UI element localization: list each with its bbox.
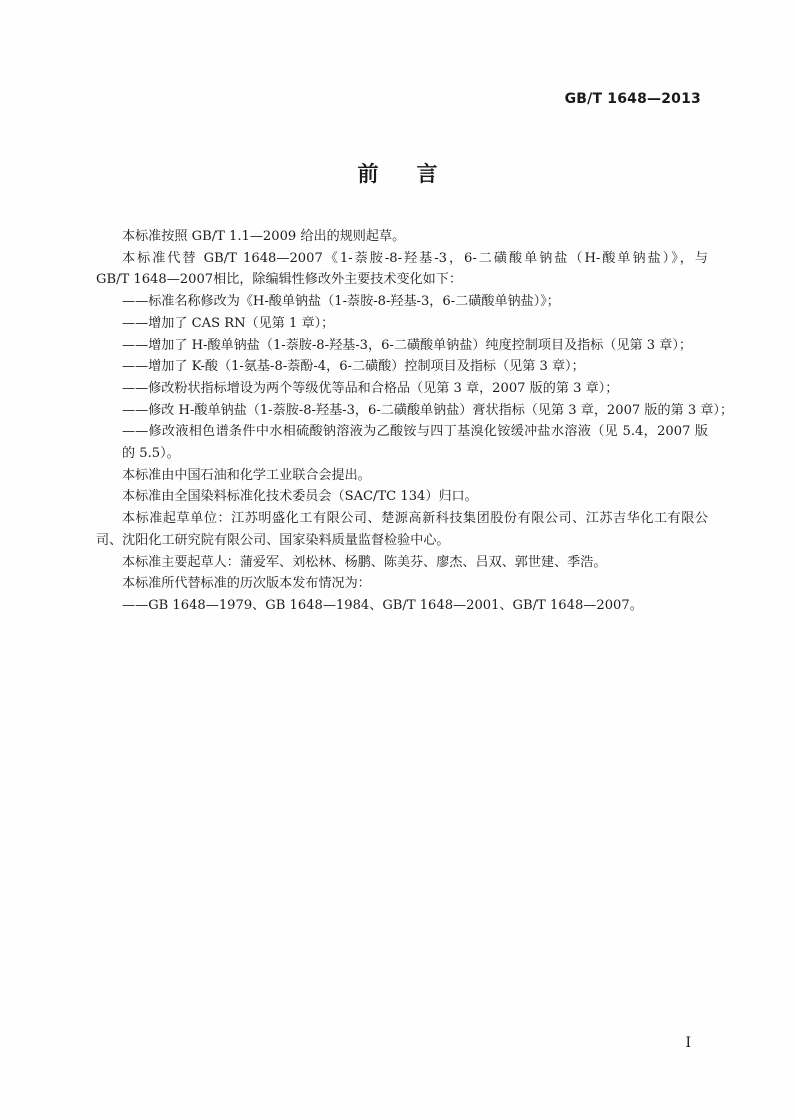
list-item: ——修改粉状指标增设为两个等级优等品和合格品（见第 3 章，2007 版的第 3 章）； xyxy=(122,380,619,396)
list-item: ——标准名称修改为《H-酸单钠盐（1-萘胺-8-羟基-3，6-二磺酸单钠盐）》； xyxy=(122,294,560,310)
page-title: 前言 xyxy=(357,162,476,186)
paragraph-proposer: 本标准由中国石油和化学工业联合会提出。 xyxy=(122,467,371,483)
paragraph-history: 本标准所代替标准的历次版本发布情况为： xyxy=(122,576,371,592)
list-item: ——增加了 CAS RN（见第 1 章）； xyxy=(122,315,335,331)
paragraph-drafting-rules: 本标准按照 GB/T 1.1—2009 给出的规则起草。 xyxy=(122,229,406,244)
list-item-continued: 的 5.5）。 xyxy=(122,446,180,462)
list-item: ——增加了 K-酸（1-氨基-8-萘酚-4，6-二磺酸）控制项目及指标（见第 3 章）； xyxy=(122,359,585,375)
paragraph-drafters: 本标准主要起草人：蒲爱军、刘松林、杨鹏、陈美芬、廖杰、吕双、郭世建、季浩。 xyxy=(122,554,607,570)
standard-number: GB/T 1648—2013 xyxy=(564,91,701,107)
foreword-body xyxy=(96,226,734,617)
list-item: ——GB 1648—1979、GB 1648—1984、GB/T 1648—2001、GB/T 1648—2007。 xyxy=(122,597,643,613)
list-item: ——修改 H-酸单钠盐（1-萘胺-8-羟基-3，6-二磺酸单钠盐）膏状指标（见第 3 章，2007 版的第 3 章）； xyxy=(122,402,734,418)
list-item: ——修改液相色谱条件中水相硫酸钠溶液为乙酸铵与四丁基溴化铵缓冲盐水溶液（见 5.4，2007 版 xyxy=(122,424,708,440)
paragraph-drafting-units: 本标准起草单位：江苏明盛化工有限公司、楚源高新科技集团股份有限公司、江苏吉华化工有限公 xyxy=(122,511,708,527)
paragraph-replaces: 本标准代替 GB/T 1648—2007《1-萘胺-8-羟基-3，6-二磺酸单钠盐（H-酸单钠盐）》，与 xyxy=(122,250,708,266)
list-item: ——增加了 H-酸单钠盐（1-萘胺-8-羟基-3，6-二磺酸单钠盐）纯度控制项目及指标（见第 3 章）； xyxy=(122,337,693,353)
paragraph-committee: 本标准由全国染料标准化技术委员会（SAC/TC 134）归口。 xyxy=(122,489,478,505)
page-number: I xyxy=(685,1035,691,1051)
paragraph-drafting-units-continued: 司、沈阳化工研究院有限公司、国家染料质量监督检验中心。 xyxy=(96,532,450,548)
paragraph-replaces-continued: GB/T 1648—2007相比，除编辑性修改外主要技术变化如下： xyxy=(96,272,462,288)
